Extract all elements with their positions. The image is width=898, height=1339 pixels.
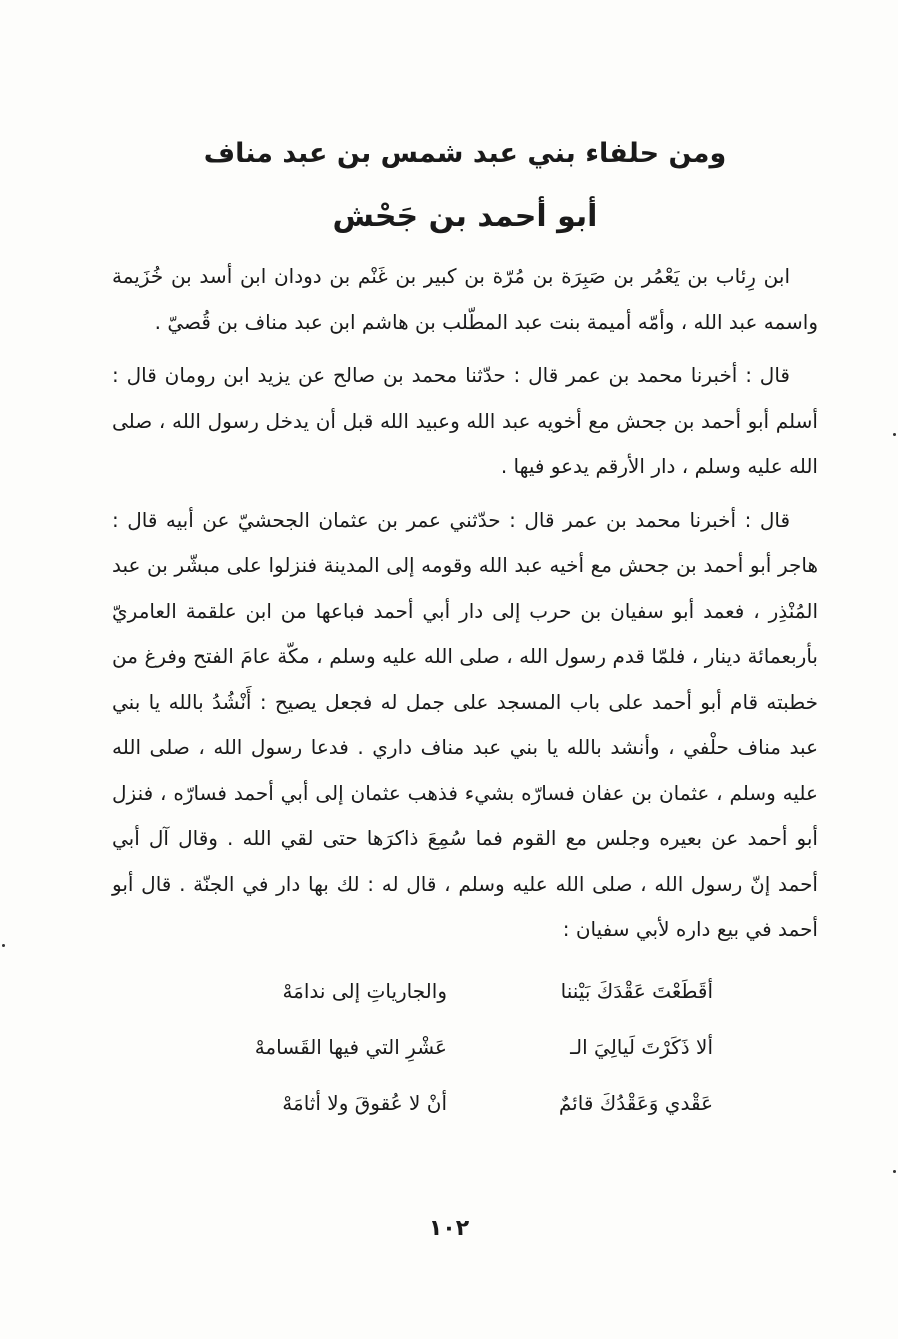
margin-speck: [893, 1170, 896, 1173]
page-content: [112, 132, 818, 1131]
page-number: ١٠٢: [428, 1216, 470, 1241]
poem-verse: [112, 1019, 818, 1075]
margin-speck: [893, 433, 896, 436]
paragraph-conversion: قال : أخبرنا محمد بن عمر قال : حدّثنا محمد بن صالح عن يزيد ابن رومان قال : أسلم أبو أحمد بن جحش مع أخويه عبد الله وعبيد الله قبل أن يدخل رسول الله ، صلى الله عليه وسلم ، دار الأرقم يدعو فيها .: [112, 363, 818, 478]
poem: [112, 963, 818, 1131]
verse-second-hemistich: عَشْرِ التي فيها القَسامهْ: [254, 1034, 447, 1059]
section-heading: ومن حلفاء بني عبد شمس بن عبد مناف: [203, 138, 727, 169]
poem-verse: [112, 1075, 818, 1131]
paragraph-lineage: ابن رِئاب بن يَعْمُر بن صَبِرَة بن مُرّة بن كبير بن غَنْم بن دودان ابن أسد بن خُزَيمة واسمه عبد الله ، وأمّه أميمة بنت عبد المطّلب بن هاشم ابن عبد مناف بن قُصيّ .: [112, 264, 818, 334]
entry-heading: أبو أحمد بن جَحْش: [332, 199, 598, 234]
verse-first-hemistich: أقَطَعْتَ عَقْدَكَ بَيْننا: [560, 978, 713, 1003]
verse-second-hemistich: أنْ لا عُقوقَ ولا أثامَهْ: [282, 1090, 447, 1115]
verse-first-hemistich: ألا ذَكَرْتَ لَيالِيَ الـ: [570, 1034, 713, 1059]
verse-second-hemistich: والجارياتِ إلى ندامَهْ: [282, 978, 447, 1003]
margin-speck: [2, 944, 5, 947]
paragraph-emigration: قال : أخبرنا محمد بن عمر قال : حدّثني عمر بن عثمان الجحشيّ عن أبيه قال : هاجر أبو أحمد بن جحش مع أخيه عبد الله وقومه إلى المدينة فنزلوا على مبشّر بن عبد المُنْذِر ، فعمد أبو سفيان بن حرب إلى دار أبي أحمد فباعها من ابن علقمة العامريّ بأربعمائة دينار ، فلمّا قدم رسول الله ، صلى الله عليه وسلم ، مكّة عامَ الفتح وفرغ من خطبته قام أبو أحمد على باب المسجد على جمل له فجعل يصيح : أَنْشُدُ بالله يا بني عبد مناف حلْفي ، وأنشد بالله يا بني عبد مناف داري . فدعا رسول الله ، صلى الله عليه وسلم ، عثمان بن عفان فسارّه بشيء فذهب عثمان إلى أبي أحمد فسارّه ، فنزل أبو أحمد عن بعيره وجلس مع القوم فما سُمِعَ ذاكرَها حتى لقي الله . وقال آل أبي أحمد إنّ رسول الله ، صلى الله عليه وسلم ، قال له : لك بها دار في الجنّة . قال أبو أحمد في بيع داره لأبي سفيان :: [112, 507, 818, 941]
poem-verse: [112, 963, 818, 1019]
verse-first-hemistich: عَقْدي وَعَقْدُكَ قائمٌ: [558, 1090, 713, 1115]
